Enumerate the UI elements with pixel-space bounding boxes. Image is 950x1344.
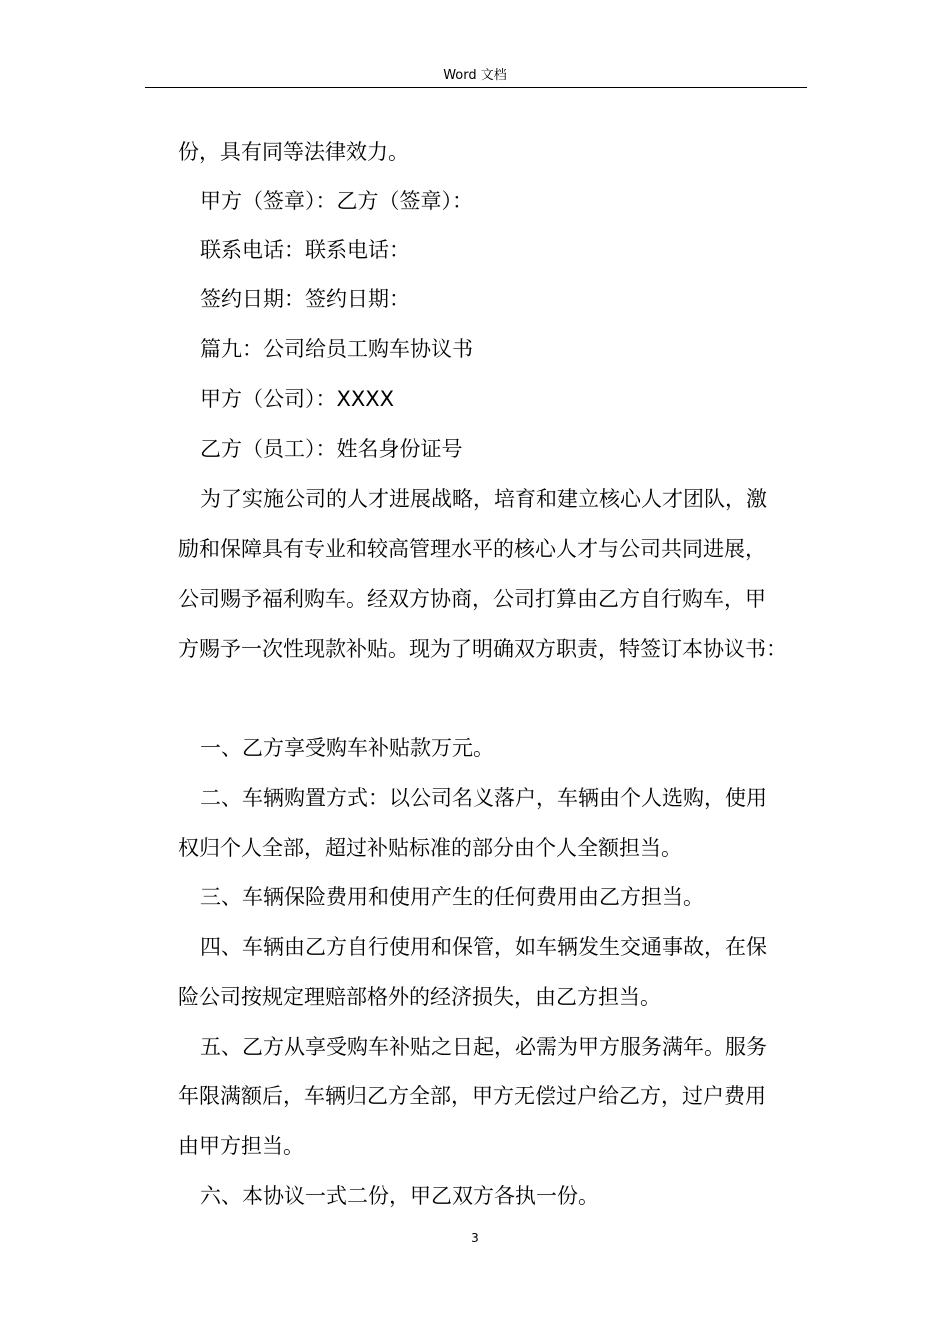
body-line: 权归个人全部，超过补贴标准的部分由个人全额担当。	[178, 836, 682, 860]
body-line: 年限满额后，车辆归乙方全部，甲方无偿过户给乙方，过户费用	[178, 1084, 766, 1108]
body-line: 险公司按规定理赔部格外的经济损失，由乙方担当。	[178, 985, 661, 1009]
header-divider	[145, 87, 807, 88]
body-line: 甲方（签章）：乙方（签章）：	[200, 189, 473, 213]
body-line: 甲方（公司）：XXXX	[200, 387, 395, 411]
body-line: 五、乙方从享受购车补贴之日起，必需为甲方服务满年。服务	[200, 1035, 767, 1059]
body-line: 乙方（员工）：姓名身份证号	[200, 437, 463, 461]
body-line: 一、乙方享受购车补贴款万元。	[200, 736, 494, 760]
body-line: 份，具有同等法律效力。	[178, 140, 409, 164]
body-line: 励和保障具有专业和较高管理水平的核心人才与公司共同进展，	[178, 537, 766, 561]
body-line: 联系电话：联系电话：	[200, 238, 410, 262]
body-line: 六、本协议一式二份，甲乙双方各执一份。	[200, 1184, 599, 1208]
body-line: 二、车辆购置方式：以公司名义落户，车辆由个人选购，使用	[200, 786, 767, 810]
body-line: 三、车辆保险费用和使用产生的任何费用由乙方担当。	[200, 885, 704, 909]
page-header-title: Word 文档	[443, 68, 507, 83]
body-line: 为了实施公司的人才进展战略，培育和建立核心人才团队，激	[200, 487, 767, 511]
body-line: 篇九：公司给员工购车协议书	[200, 337, 473, 361]
body-line: 方赐予一次性现款补贴。现为了明确双方职责，特签订本协议书：	[178, 637, 787, 661]
body-line: 由甲方担当。	[178, 1134, 304, 1158]
body-line: 四、车辆由乙方自行使用和保管，如车辆发生交通事故，在保	[200, 935, 767, 959]
body-line: 公司赐予福利购车。经双方协商，公司打算由乙方自行购车，甲	[178, 587, 766, 611]
page-number: 3	[471, 1231, 479, 1245]
body-line: 签约日期：签约日期：	[200, 287, 410, 311]
